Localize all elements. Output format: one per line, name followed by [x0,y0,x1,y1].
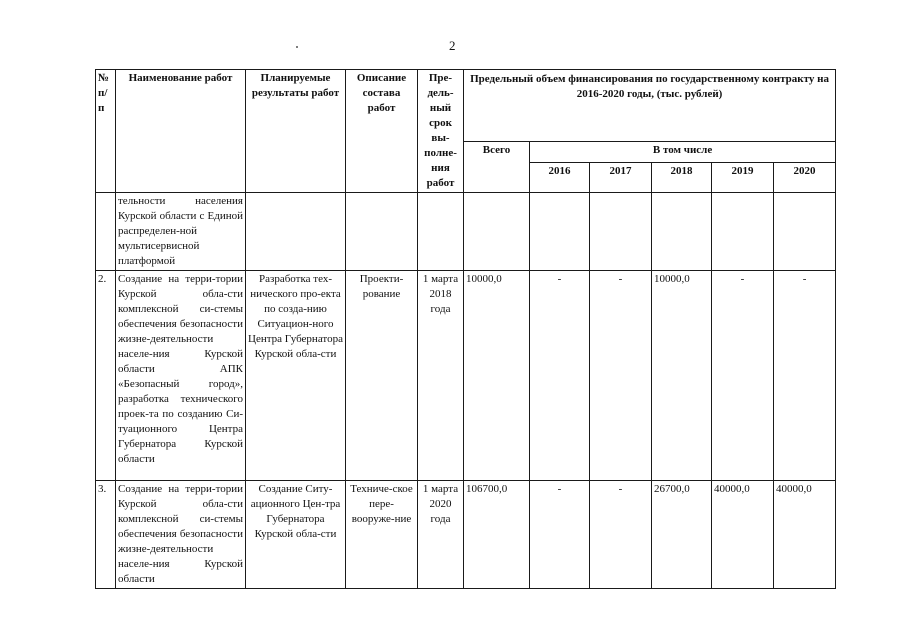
row-2018: 10000,0 [652,271,712,481]
header-deadline: Пре-дель-ный срок вы-полне-ния работ [418,70,464,193]
row-2020 [774,193,836,271]
table-row [96,271,836,481]
row-description: Техниче-ское пере-вооруже-ние [346,481,418,589]
row-results: Создание Ситу-ационного Цен-тра Губернатора Курской обла-сти [246,481,346,589]
row-2016 [530,193,590,271]
table-row [96,481,836,589]
row-2019 [712,193,774,271]
row-name: Создание на терри-тории Курской обла-сти комплексной си-стемы обеспечения безопасности жизне-деятельности населе-ния Курской области [116,481,246,589]
row-name: Создание на терри-тории Курской обла-сти комплексной си-стемы обеспечения безопасности жизне-деятельности населе-ния Курской области АПК «Безопасный город», разработка технического проек-та по созданию Си-туационного Центра Губернатора Курской области [116,271,246,481]
row-total [464,193,530,271]
header-description: Описание состава работ [346,70,418,193]
page-number: 2 [449,38,456,53]
row-deadline: 1 марта 2018 года [418,271,464,481]
header-year-2018: 2018 [652,163,712,193]
row-deadline: 1 марта 2020 года [418,481,464,589]
row-num [96,193,116,271]
row-num: 3. [96,481,116,589]
row-2017: - [590,271,652,481]
header-row-1 [96,70,836,142]
row-2018: 26700,0 [652,481,712,589]
header-including: В том числе [530,142,836,163]
row-name: тельности населения Курской области с Единой распределен-ной мультисервисной платформой [116,193,246,271]
row-2018 [652,193,712,271]
row-total: 10000,0 [464,271,530,481]
header-name: Наименование работ [116,70,246,193]
funding-table [95,69,836,589]
row-2020: - [774,271,836,481]
row-results: Разработка тех-нического про-екта по созда-нию Ситуацион-ного Центра Губернатора Курской обла-сти [246,271,346,481]
row-description [346,193,418,271]
scan-speck [296,46,298,48]
row-deadline [418,193,464,271]
row-2017 [590,193,652,271]
header-year-2016: 2016 [530,163,590,193]
header-total: Всего [464,142,530,193]
table-row [96,193,836,271]
row-2019: 40000,0 [712,481,774,589]
row-total: 106700,0 [464,481,530,589]
row-2016: - [530,481,590,589]
row-description: Проекти-рование [346,271,418,481]
header-num: № п/п [96,70,116,193]
row-2017: - [590,481,652,589]
header-year-2020: 2020 [774,163,836,193]
row-results [246,193,346,271]
row-2019: - [712,271,774,481]
row-num: 2. [96,271,116,481]
header-funding: Предельный объем финансирования по государственному контракту на 2016-2020 годы, (тыс. рублей) [464,70,836,142]
header-year-2017: 2017 [590,163,652,193]
header-year-2019: 2019 [712,163,774,193]
header-results: Планируемые результаты работ [246,70,346,193]
row-2020: 40000,0 [774,481,836,589]
row-2016: - [530,271,590,481]
